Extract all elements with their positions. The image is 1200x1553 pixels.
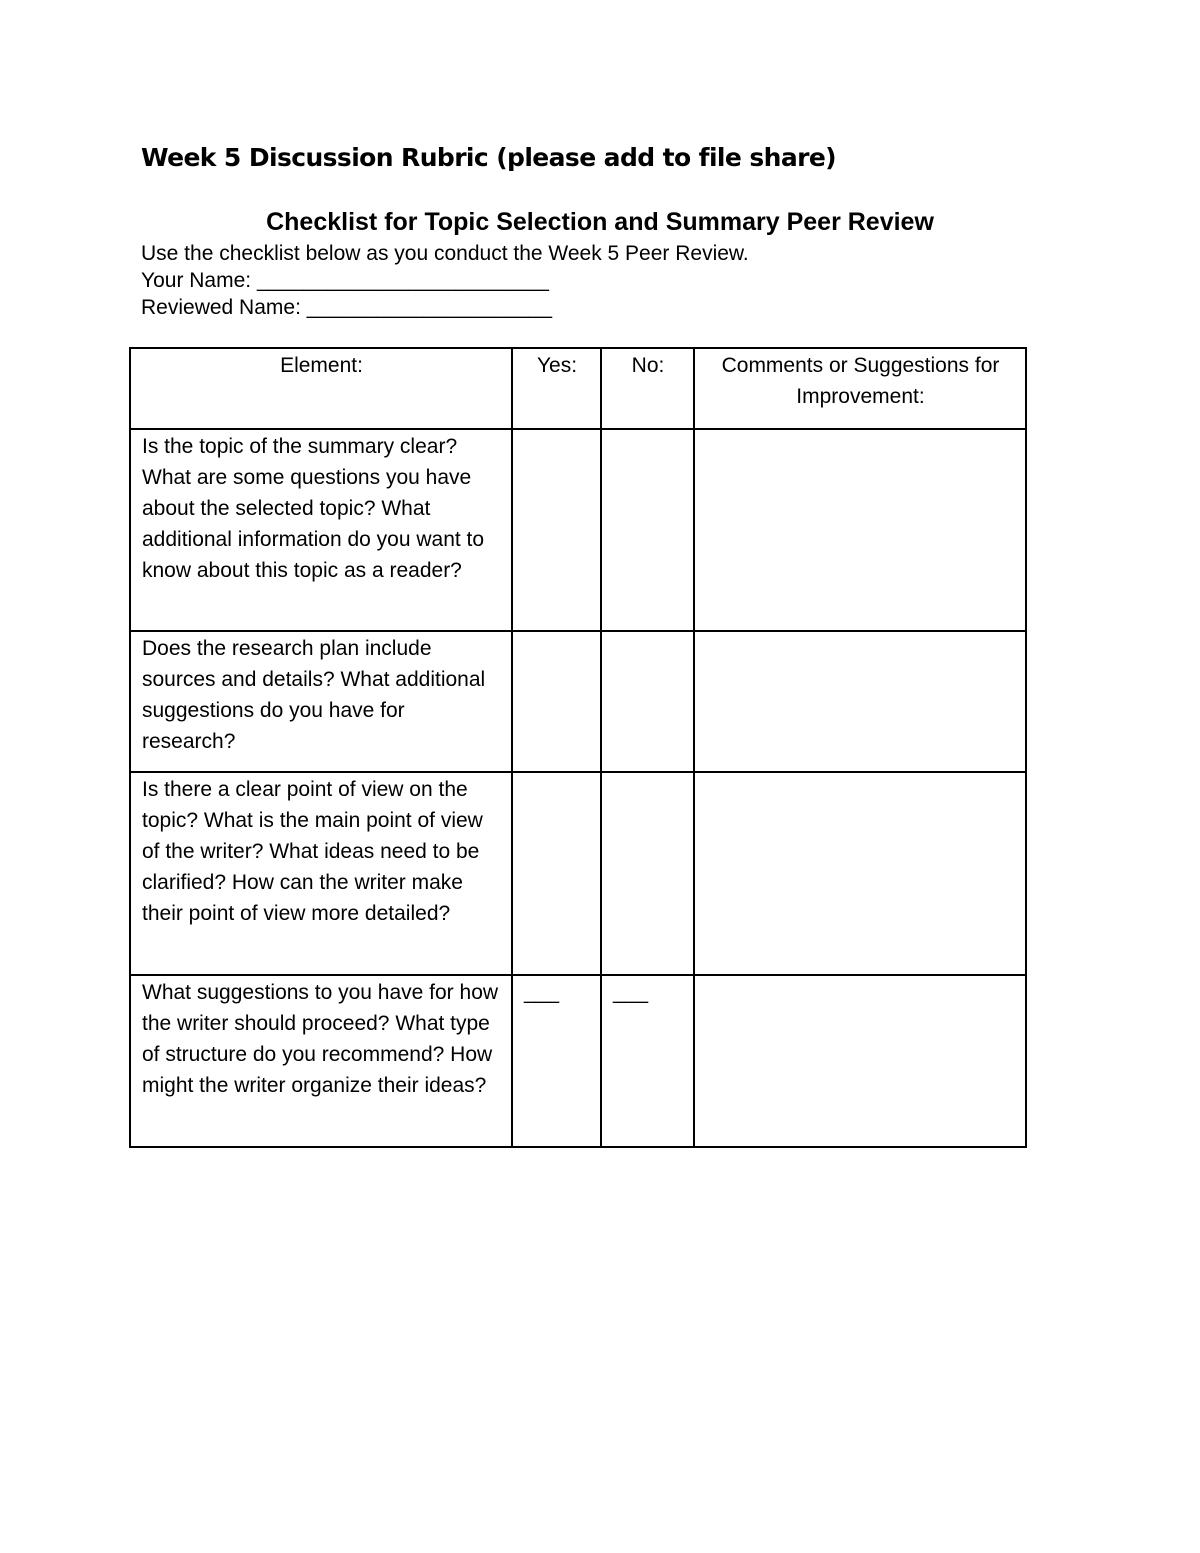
table-row bbox=[130, 631, 1026, 772]
element-cell: Does the research plan include sources and details? What additional suggestions do you have for research? bbox=[130, 631, 512, 772]
element-cell: Is the topic of the summary clear? What are some questions you have about the selected topic? What additional information do you want to know about this topic as a reader? bbox=[130, 429, 512, 631]
no-cell[interactable] bbox=[601, 772, 694, 975]
instructions-text: Use the checklist below as you conduct the Week 5 Peer Review. bbox=[141, 242, 749, 265]
no-cell[interactable]: ___ bbox=[601, 975, 694, 1147]
table-row bbox=[130, 772, 1026, 975]
comments-cell[interactable] bbox=[694, 429, 1026, 631]
yes-cell[interactable] bbox=[512, 772, 601, 975]
comments-cell[interactable] bbox=[694, 975, 1026, 1147]
yes-cell[interactable] bbox=[512, 631, 601, 772]
table-header-row bbox=[130, 348, 1026, 429]
page-title: Week 5 Discussion Rubric (please add to file share) bbox=[141, 143, 836, 172]
header-comments: Comments or Suggestions for Improvement: bbox=[694, 348, 1026, 429]
comments-cell[interactable] bbox=[694, 631, 1026, 772]
yes-cell[interactable] bbox=[512, 429, 601, 631]
rubric-table bbox=[129, 347, 1027, 1148]
element-cell: Is there a clear point of view on the topic? What is the main point of view of the writer? What ideas need to be clarified? How can the writer make their point of view more detailed? bbox=[130, 772, 512, 975]
table-row bbox=[130, 429, 1026, 631]
no-cell[interactable] bbox=[601, 429, 694, 631]
header-element: Element: bbox=[130, 348, 512, 429]
yes-cell[interactable]: ___ bbox=[512, 975, 601, 1147]
comments-cell[interactable] bbox=[694, 772, 1026, 975]
reviewed-name-line: Reviewed Name: _____________________ bbox=[141, 296, 552, 319]
checklist-title: Checklist for Topic Selection and Summary Peer Review bbox=[266, 208, 934, 236]
header-yes: Yes: bbox=[512, 348, 601, 429]
your-name-line: Your Name: _________________________ bbox=[141, 269, 549, 292]
no-cell[interactable] bbox=[601, 631, 694, 772]
header-no: No: bbox=[601, 348, 694, 429]
element-cell: What suggestions to you have for how the writer should proceed? What type of structure do you recommend? How might the writer organize their ideas? bbox=[130, 975, 512, 1147]
table-row bbox=[130, 975, 1026, 1147]
